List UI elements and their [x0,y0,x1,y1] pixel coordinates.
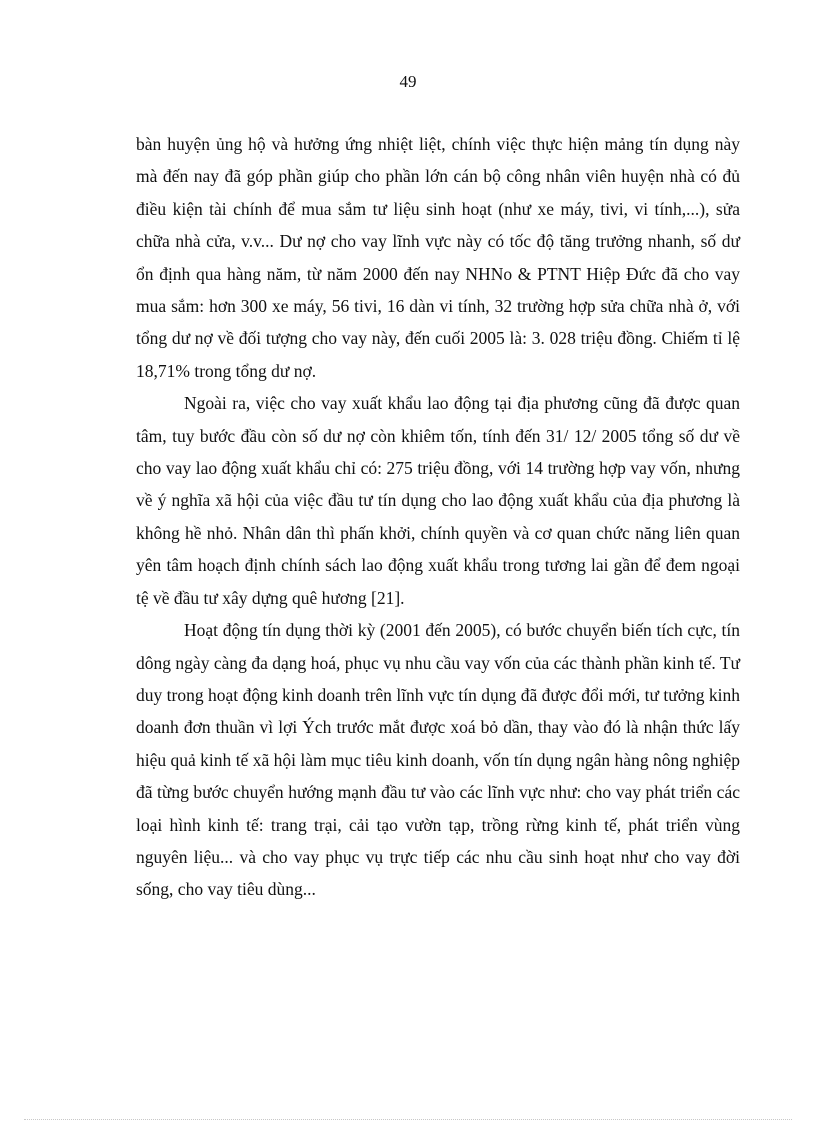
paragraph-continuation: bàn huyện ủng hộ và hưởng ứng nhiệt liệt, chính việc thực hiện mảng tín dụng này mà đến nay đã góp phần giúp cho phần lớn cán bộ công nhân viên huyện nhà có đủ điều kiện tài chính để mua sắm tư liệu sinh hoạt (như xe máy, tivi, vi tính,...), sửa chữa nhà cửa, v.v... Dư nợ cho vay lĩnh vực này có tốc độ tăng trưởng nhanh, số dư ổn định qua hàng năm, từ năm 2000 đến nay NHNo & PTNT Hiệp Đức đã cho vay mua sắm: hơn 300 xe máy, 56 tivi, 16 dàn vi tính, 32 trường hợp sửa chữa nhà ở, với tổng dư nợ về đối tượng cho vay này, đến cuối 2005 là: 3. 028 triệu đồng. Chiếm tỉ lệ 18,71% trong tổng dư nợ. [136,134,740,381]
paragraph-labor-export-lending: Ngoài ra, việc cho vay xuất khẩu lao động tại địa phương cũng đã được quan tâm, tuy bước đầu còn số dư nợ còn khiêm tốn, tính đến 31/ 12/ 2005 tổng số dư về cho vay lao động xuất khẩu chỉ có: 275 triệu đồng, với 14 trường hợp vay vốn, nhưng về ý nghĩa xã hội của việc đầu tư tín dụng cho lao động xuất khẩu của địa phương là không hề nhỏ. Nhân dân thì phấn khởi, chính quyền và cơ quan chức năng liên quan yên tâm hoạch định chính sách lao động xuất khẩu trong tương lai gần để đem ngoại tệ về đầu tư xây dựng quê hương [21]. [136,393,740,608]
page-number: 49 [399,72,417,91]
body-text [136,128,740,906]
page-bottom-divider [24,1119,792,1120]
paragraph-credit-activity-2001-2005: Hoạt động tín dụng thời kỳ (2001 đến 2005), có bước chuyển biến tích cực, tín dông ngày càng đa dạng hoá, phục vụ nhu cầu vay vốn của các thành phần kinh tế. Tư duy trong hoạt động kinh doanh trên lĩnh vực tín dụng đã được đổi mới, tư tưởng kinh doanh đơn thuần vì lợi Ých trước mắt được xoá bỏ dần, thay vào đó là nhận thức lấy hiệu quả kinh tế xã hội làm mục tiêu kinh doanh, vốn tín dụng ngân hàng nông nghiệp đã từng bước chuyển hướng mạnh đầu tư vào các lĩnh vực như: cho vay phát triển các loại hình kinh tế: trang trại, cải tạo vườn tạp, trồng rừng kinh tế, phát triển vùng nguyên liệu... và cho vay phục vụ trực tiếp các nhu cầu sinh hoạt như cho vay đời sống, cho vay tiêu dùng... [136,620,740,900]
